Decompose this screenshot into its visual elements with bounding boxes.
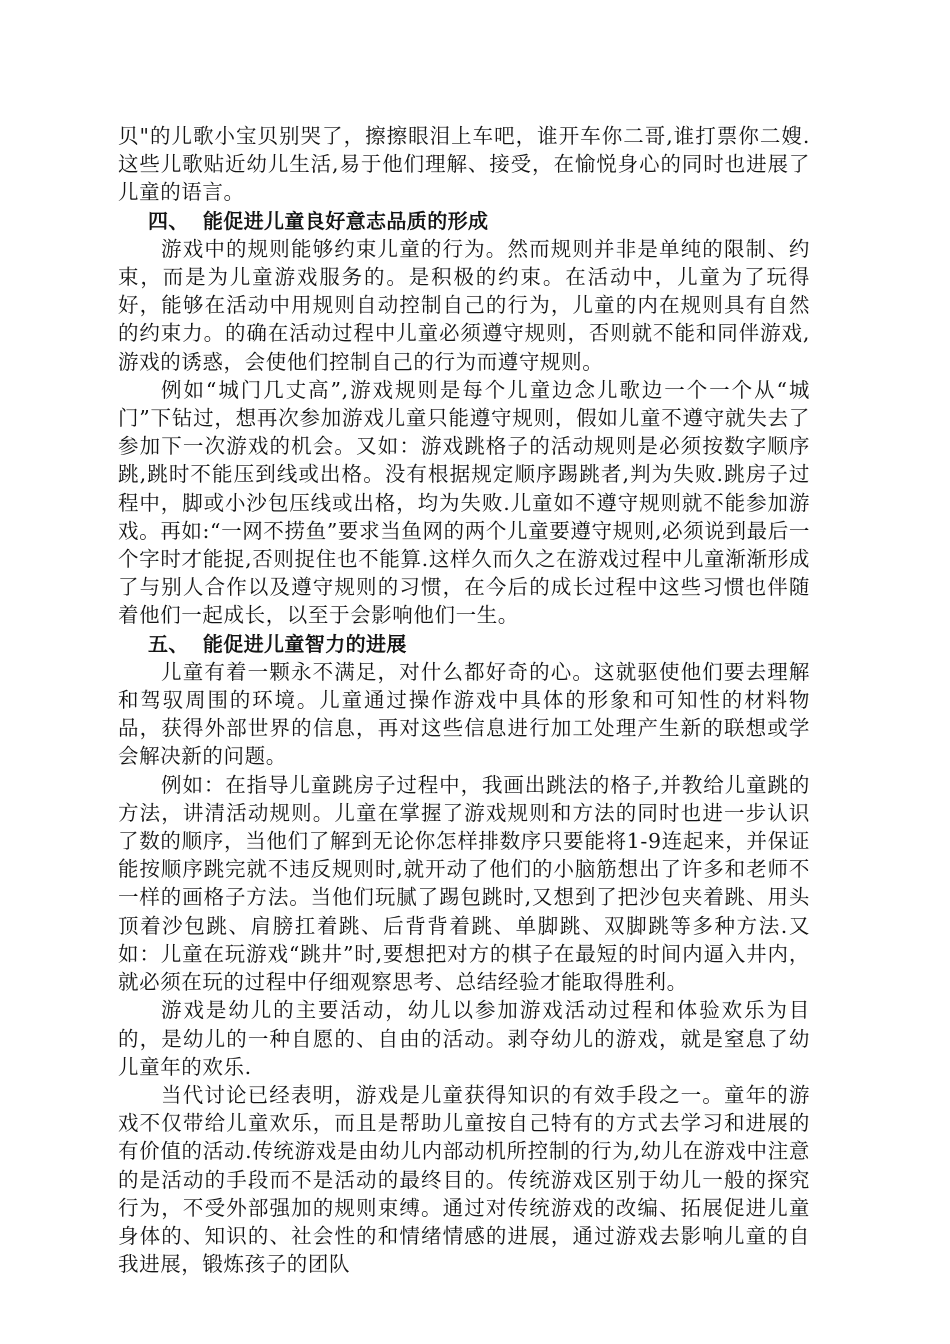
section-heading-four <box>118 207 810 235</box>
paragraph-curiosity: 儿童有着一颗永不满足，对什么都好奇的心。这就驱使他们要去理解和驾驭周围的环境。儿童通过操作游戏中具体的形象和可知性的材料物品，获得外部世界的信息，再对这些信息进行加工处理产生新的联想或学会解决新的问题。 <box>118 659 810 769</box>
section-title: 能促进儿童良好意志品质的形成 <box>202 208 489 233</box>
document-page <box>118 122 810 1278</box>
section-number: 五、 <box>148 631 189 656</box>
paragraph-research-conclusion: 当代讨论已经表明，游戏是儿童获得知识的有效手段之一。童年的游戏不仅带给儿童欢乐，而且是帮助儿童按自己特有的方式去学习和进展的有价值的活动.传统游戏是由幼儿内部动机所控制的行为,幼儿在游戏中注意的是活动的手段而不是活动的最终目的。传统游戏区别于幼儿一般的探究行为，不受外部强加的规则束缚。通过对传统游戏的改编、拓展促进儿童身体的、知识的、社会性的和情绪情感的进展，通过游戏去影响儿童的自我进展，锻炼孩子的团队 <box>118 1082 810 1277</box>
paragraph-play-main-activity: 游戏是幼儿的主要活动，幼儿以参加游戏活动过程和体验欢乐为目的，是幼儿的一种自愿的、自由的活动。剥夺幼儿的游戏，就是窒息了幼儿童年的欢乐. <box>118 998 810 1079</box>
paragraph-intro-continuation: 贝"的儿歌小宝贝别哭了，擦擦眼泪上车吧，谁开车你二哥,谁打票你二嫂.这些儿歌贴近幼儿生活,易于他们理解、接受，在愉悦身心的同时也进展了儿童的语言。 <box>118 124 810 205</box>
section-heading-five <box>118 630 810 658</box>
paragraph-hopscotch-example: 例如：在指导儿童跳房子过程中，我画出跳法的格子,并教给儿童跳的方法，讲清活动规则。儿童在掌握了游戏规则和方法的同时也进一步认识了数的顺序，当他们了解到无论你怎样排数序只要能将1-9连起来，并保证能按顺序跳完就不违反规则时,就开动了他们的小脑筋想出了许多和老师不一样的画格子方法。当他们玩腻了踢包跳时,又想到了把沙包夹着跳、用头顶着沙包跳、肩膀扛着跳、后背背着跳、单脚跳、双脚跳等多种方法.又如：儿童在玩游戏“跳井”时,要想把对方的棋子在最短的时间内逼入井内，就必须在玩的过程中仔细观察思考、总结经验才能取得胜利。 <box>118 772 810 995</box>
paragraph-rules-constraint: 游戏中的规则能够约束儿童的行为。然而规则并非是单纯的限制、约束，而是为儿童游戏服务的。是积极的约束。在活动中，儿童为了玩得好，能够在活动中用规则自动控制自己的行为，儿童的内在规则具有自然的约束力。的确在活动过程中儿童必须遵守规则，否则就不能和同伴游戏,游戏的诱惑，会使他们控制自己的行为而遵守规则。 <box>118 236 810 374</box>
section-title: 能促进儿童智力的进展 <box>202 631 407 656</box>
paragraph-rules-examples: 例如“城门几丈高”,游戏规则是每个儿童边念儿歌边一个一个从“城门”下钻过，想再次参加游戏儿童只能遵守规则，假如儿童不遵守就失去了参加下一次游戏的机会。又如：游戏跳格子的活动规则是必须按数字顺序跳,跳时不能压到线或出格。没有根据规定顺序踢跳者,判为失败.跳房子过程中，脚或小沙包压线或出格，均为失败.儿童如不遵守规则就不能参加游戏。再如:“一网不捞鱼”要求当鱼网的两个儿童要遵守规则,必须说到最后一个字时才能捉,否则捉住也不能算.这样久而久之在游戏过程中儿童渐渐形成了与别人合作以及遵守规则的习惯，在今后的成长过程中这些习惯也伴随着他们一起成长，以至于会影响他们一生。 <box>118 377 810 628</box>
section-number: 四、 <box>148 208 189 233</box>
